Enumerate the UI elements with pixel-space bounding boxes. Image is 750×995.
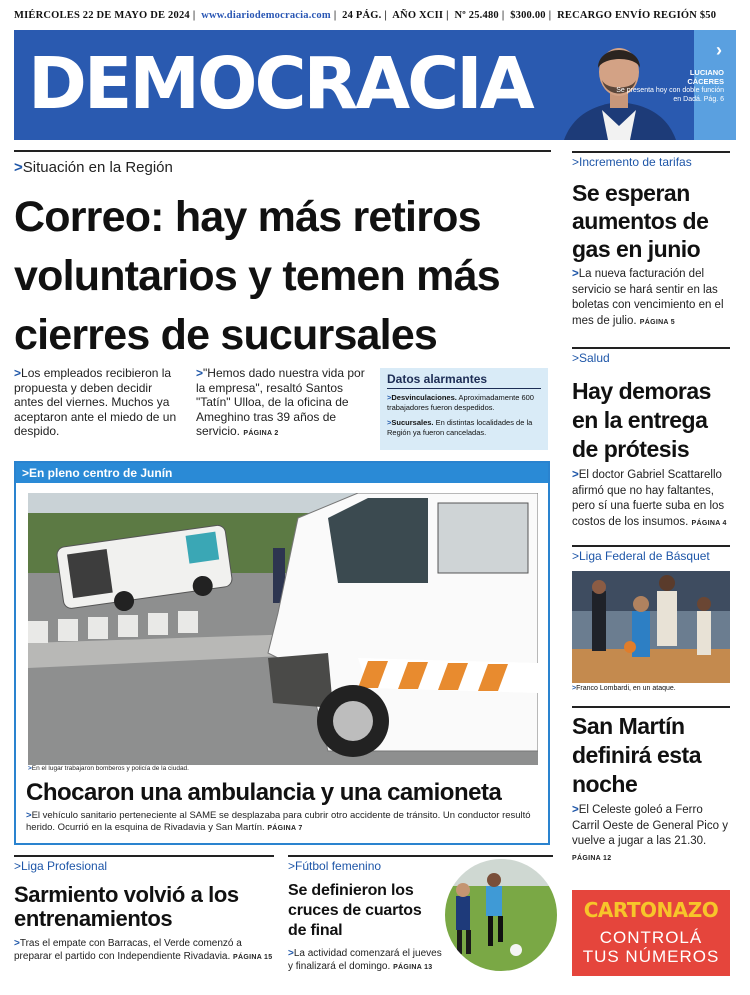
main-body-col2: >"Hemos dado nuestra vida por la empresa", resaltó Santos "Tatín" Ulloa, de la oficina de Ameghino tras 39 años de servicio. PÁGINA 2 [196,366,365,438]
tarifas-body: >La nueva facturación del servicio se hará sentir en las boletas con vencimiento en el mes de julio. PÁGINA 5 [572,268,724,327]
page-count: 24 PÁG. [342,10,382,21]
website-link[interactable]: www.diariodemocracia.com [201,10,331,21]
main-kicker: >Situación en la Región [14,159,173,176]
salud-headline[interactable]: Hay demoras en la entrega de prótesis [572,378,711,462]
futbol-headline[interactable]: Se definieron los cruces de cuartos de final [288,882,422,939]
main-body-col1: >Los empleados recibieron la propuesta y deben decidir antes del viernes. Muchos ya aceptaron ante el miedo de un despido. [14,366,177,438]
tarifas-headline[interactable]: Se esperan aumentos de gas en junio [572,180,709,262]
newspaper-logo: DEMOCRACIA [28,42,532,125]
sidebar-tarifas [572,151,730,330]
data-box-title: Datos alarmantes [387,372,541,389]
photo-story-frame [14,461,550,845]
photo-headline[interactable]: Chocaron una ambulancia y una camioneta [26,779,502,806]
liga-headline[interactable]: Sarmiento volvió a los entrenamientos [14,882,239,931]
sanmartin-body: >El Celeste goleó a Ferro Carril Oeste de General Pico y vuelve a jugar a las 21.30. PÁGINA 12 [572,804,728,862]
edition-info-bar: MIÉRCOLES 22 DE MAYO DE 2024 | www.diariodemocracia.com | 24 PÁG. | AÑO XCII | Nº 25.480 | $300.00 | RECARGO ENVÍO REGIÓN $50 [14,10,717,21]
edition-date: MIÉRCOLES 22 DE MAYO DE 2024 [14,10,190,21]
edition-year: AÑO XCII [392,10,444,21]
cartonazo-ad[interactable] [572,890,730,976]
main-headline[interactable]: Correo: hay más retiros voluntarios y temen más cierres de sucursales [14,193,500,359]
liga-body: >Tras el empate con Barracas, el Verde comenzó a preparar el partido con Independiente Rivadavia. PÁGINA 15 [14,938,273,962]
region-surcharge: RECARGO ENVÍO REGIÓN $50 [557,10,717,21]
sidebar-basquet [572,545,730,866]
data-box-item: >Sucursales. En distintas localidades de la Región ya fueron canceladas. [387,418,533,437]
salud-kicker: >Salud [572,347,730,365]
photo-caption: >En el lugar trabajaron bomberos y policía de la ciudad. [28,765,189,772]
liga-kicker: >Liga Profesional [14,855,274,873]
ad-line-2: TUS NÚMEROS [582,947,720,966]
masthead [14,30,736,140]
data-box-item: >Desvinculaciones. Aproximadamente 600 trabajadores fueron despedidos. [387,393,534,412]
edition-number: Nº 25.480 [454,10,499,21]
promo-arrow-icon: › [716,40,722,60]
sidebar-salud [572,347,730,531]
ad-brand: CARTONAZO [583,898,719,922]
liga-story [14,855,274,964]
basquet-caption: >Franco Lombardi, en un ataque. [572,685,676,692]
sanmartin-headline[interactable]: San Martín definirá esta noche [572,713,701,797]
divider [14,150,551,152]
futbol-photo [442,856,560,974]
promo-text[interactable]: LUCIANO CÁCERES Se presenta hoy con doble función en Dadá. Pág. 6 [616,68,724,103]
basquet-kicker: >Liga Federal de Básquet [572,545,730,563]
photo-body: >El vehículo sanitario perteneciente al SAME se desplazaba para cubrir otro accidente de tránsito. Un conductor resultó herido. Ocurrió en la esquina de Rivadavia y San Martín. PÁGINA 7 [26,810,531,833]
futbol-kicker: >Fútbol femenino [288,855,553,873]
basketball-photo [572,571,730,683]
photo-story-bar: >En pleno centro de Junín [16,463,548,483]
ad-line-1: CONTROLÁ [599,928,703,947]
salud-body: >El doctor Gabriel Scattarello afirmó que no hay faltantes, pero sí una fuerte suba en los costos de los insumos. PÁGINA 4 [572,469,727,528]
edition-price: $300.00 [510,10,546,21]
data-box [380,368,548,450]
crash-photo [28,493,538,765]
futbol-body: >La actividad comenzará el jueves y finalizará el domingo. PÁGINA 13 [288,948,442,972]
tarifas-kicker: >Incremento de tarifas [572,151,730,169]
